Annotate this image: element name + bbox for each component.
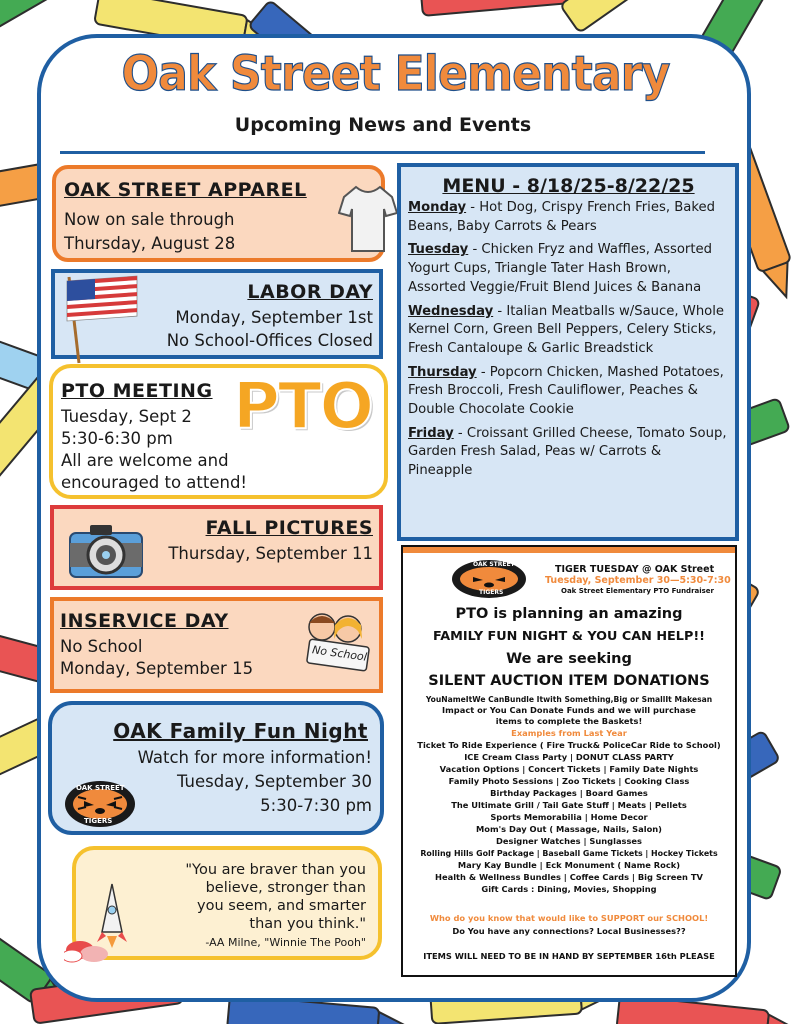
flyer-support: Who do you know that would like to SUPPORT our SCHOOL! bbox=[429, 913, 709, 923]
title-divider bbox=[60, 151, 705, 154]
pto-art: PTO bbox=[233, 370, 372, 444]
tshirt-icon bbox=[338, 183, 398, 255]
labor-day-card bbox=[51, 269, 383, 359]
flyer-headline-2: FAMILY FUN NIGHT & YOU CAN HELP!! bbox=[433, 629, 705, 644]
quote-attribution: -AA Milne, "Winnie The Pooh" bbox=[205, 936, 366, 949]
menu-day-items: - Italian Meatballs w/Sauce, Whole Kernel Corn, Green Bell Peppers, Celery Sticks, Fresh Cantaloupe & Garlic Breadstick bbox=[408, 303, 725, 356]
fall-pictures-heading: FALL PICTURES bbox=[205, 517, 373, 539]
flyer-logo-bottom-text: TIGERS bbox=[479, 589, 504, 596]
menu-day-label: Wednesday bbox=[408, 303, 494, 319]
rocket-icon bbox=[64, 880, 134, 964]
camera-icon bbox=[68, 523, 144, 579]
flyer-example: Mary Kay Bundle | Eck Monument ( Name Rock) bbox=[457, 860, 681, 870]
lunch-menu bbox=[397, 163, 739, 541]
menu-day-label: Monday bbox=[408, 200, 467, 215]
pto-meeting-heading: PTO MEETING bbox=[61, 380, 213, 402]
inservice-line1: No School bbox=[60, 637, 143, 656]
menu-title: MENU - 8/18/25-8/22/25 bbox=[442, 175, 695, 197]
flyer-example: Ticket To Ride Experience ( Fire Truck& PoliceCar Ride to School) bbox=[417, 740, 721, 750]
fall-pictures-line1: Thursday, September 11 bbox=[168, 544, 373, 563]
quote-line3: you seem, and smarter bbox=[197, 898, 366, 914]
menu-day-items: - Chicken Fryz and Waffles, Assorted Yogurt Cups, Triangle Tater Hash Brown, Assorted Veggie/Fruit Blend Juices & Banana bbox=[408, 242, 712, 295]
pto-meeting-line4: encouraged to attend! bbox=[61, 473, 248, 492]
flyer-event-sub: Oak Street Elementary PTO Fundraiser bbox=[561, 587, 715, 595]
labor-day-line2: No School-Offices Closed bbox=[166, 331, 373, 350]
flyer-example: Mom's Day Out ( Massage, Nails, Salon) bbox=[476, 824, 662, 834]
fun-night-line2: Tuesday, September 30 bbox=[176, 772, 372, 791]
apparel-card bbox=[52, 165, 385, 262]
flyer-connections: Do You have any connections? Local Businesses?? bbox=[452, 926, 686, 936]
flyer-headline-3: We are seeking bbox=[506, 651, 632, 667]
flyer-intro-1: YouNameItWe CanBundle Itwith Something,Big or SmallIt Makesan bbox=[425, 695, 713, 704]
flyer-example: Health & Wellness Bundles | Coffee Cards | Big Screen TV bbox=[435, 872, 703, 882]
flyer-event-date: Tuesday, September 30—5:30-7:30 bbox=[545, 575, 731, 586]
menu-day-label: Thursday bbox=[408, 364, 477, 380]
apparel-line2: Thursday, August 28 bbox=[64, 234, 236, 253]
apparel-line1: Now on sale through bbox=[64, 210, 235, 229]
fun-night-line1: Watch for more information! bbox=[137, 748, 372, 767]
menu-thursday bbox=[408, 364, 729, 420]
quote-card bbox=[72, 846, 382, 960]
auction-flyer bbox=[401, 545, 737, 977]
menu-day-items: - Croissant Grilled Cheese, Tomato Soup, Garden Fresh Salad, Peas w/ Carrots & Pineapple bbox=[408, 425, 727, 479]
inservice-card bbox=[50, 597, 383, 693]
flyer-example: Sports Memorabilia | Home Decor bbox=[490, 812, 648, 822]
us-flag-icon bbox=[57, 273, 143, 365]
inservice-line2: Monday, September 15 bbox=[60, 659, 254, 678]
flyer-top-band bbox=[403, 547, 735, 553]
flyer-intro-2: Impact or You Can Donate Funds and we will purchase bbox=[442, 705, 696, 715]
menu-day-label: Tuesday bbox=[408, 242, 469, 258]
menu-day-items: - Popcorn Chicken, Mashed Potatoes, Fresh Broccoli, Fresh Cauliflower, Peaches & Double Chocolate Cookie bbox=[408, 364, 724, 418]
menu-tuesday bbox=[408, 241, 729, 297]
flyer-example: Designer Watches | Sunglasses bbox=[496, 836, 642, 846]
flyer-example: Birthday Packages | Board Games bbox=[490, 788, 648, 798]
flyer-logo-top-text: OAK STREET bbox=[473, 561, 515, 568]
quote-line2: believe, stronger than bbox=[205, 880, 366, 896]
flyer-example: ICE Cream Class Party | DONUT CLASS PARTY bbox=[464, 752, 674, 762]
pto-meeting-line3: All are welcome and bbox=[61, 451, 229, 470]
flyer-deadline: ITEMS WILL NEED TO BE IN HAND BY SEPTEMBER 16th PLEASE bbox=[423, 951, 715, 961]
page-subtitle: Upcoming News and Events bbox=[234, 114, 532, 136]
tigers-logo-bottom-text: TIGERS bbox=[84, 817, 113, 825]
inservice-heading: INSERVICE DAY bbox=[60, 610, 229, 632]
flyer-example: Rolling Hills Golf Package | Baseball Game Tickets | Hockey Tickets bbox=[420, 849, 718, 858]
flyer-examples-heading: Examples from Last Year bbox=[511, 728, 627, 738]
no-school-sign-text: No School bbox=[311, 643, 368, 664]
flyer-headline-1: PTO is planning an amazing bbox=[455, 606, 683, 622]
flyer-headline-4: SILENT AUCTION ITEM DONATIONS bbox=[428, 673, 710, 689]
flyer-intro-3: items to complete the Baskets! bbox=[495, 716, 643, 726]
fun-night-heading: OAK Family Fun Night bbox=[113, 719, 368, 743]
apparel-heading: OAK STREET APPAREL bbox=[64, 179, 307, 201]
flyer-example: Gift Cards : Dining, Movies, Shopping bbox=[481, 884, 657, 894]
pto-meeting-card bbox=[49, 364, 388, 499]
quote-line1: "You are braver than you bbox=[185, 862, 366, 878]
menu-wednesday bbox=[408, 303, 729, 359]
menu-friday bbox=[408, 425, 729, 481]
fun-night-line3: 5:30-7:30 pm bbox=[260, 796, 372, 815]
flyer-example: Family Photo Sessions | Zoo Tickets | Cooking Class bbox=[448, 776, 690, 786]
pto-meeting-line2: 5:30-6:30 pm bbox=[61, 429, 173, 448]
quote-line4: than you think." bbox=[249, 916, 366, 932]
pto-meeting-line1: Tuesday, Sept 2 bbox=[61, 407, 192, 426]
menu-day-label: Friday bbox=[408, 425, 454, 441]
labor-day-heading: LABOR DAY bbox=[247, 281, 373, 303]
flyer-event-title: TIGER TUESDAY @ OAK Street bbox=[555, 564, 715, 575]
flyer-example: Vacation Options | Concert Tickets | Family Date Nights bbox=[439, 764, 699, 774]
page-title: Oak Street Elementary bbox=[121, 46, 670, 102]
fall-pictures-card bbox=[50, 505, 383, 590]
fun-night-card bbox=[48, 701, 384, 835]
flyer-example: The Ultimate Grill / Tail Gate Stuff | Meats | Pellets bbox=[451, 800, 687, 810]
tigers-logo-top-text: OAK STREET bbox=[76, 784, 125, 792]
menu-day-items: - Hot Dog, Crispy French Fries, Baked Beans, Baby Carrots & Pears bbox=[408, 200, 715, 234]
menu-monday bbox=[408, 199, 729, 236]
labor-day-line1: Monday, September 1st bbox=[175, 308, 373, 327]
